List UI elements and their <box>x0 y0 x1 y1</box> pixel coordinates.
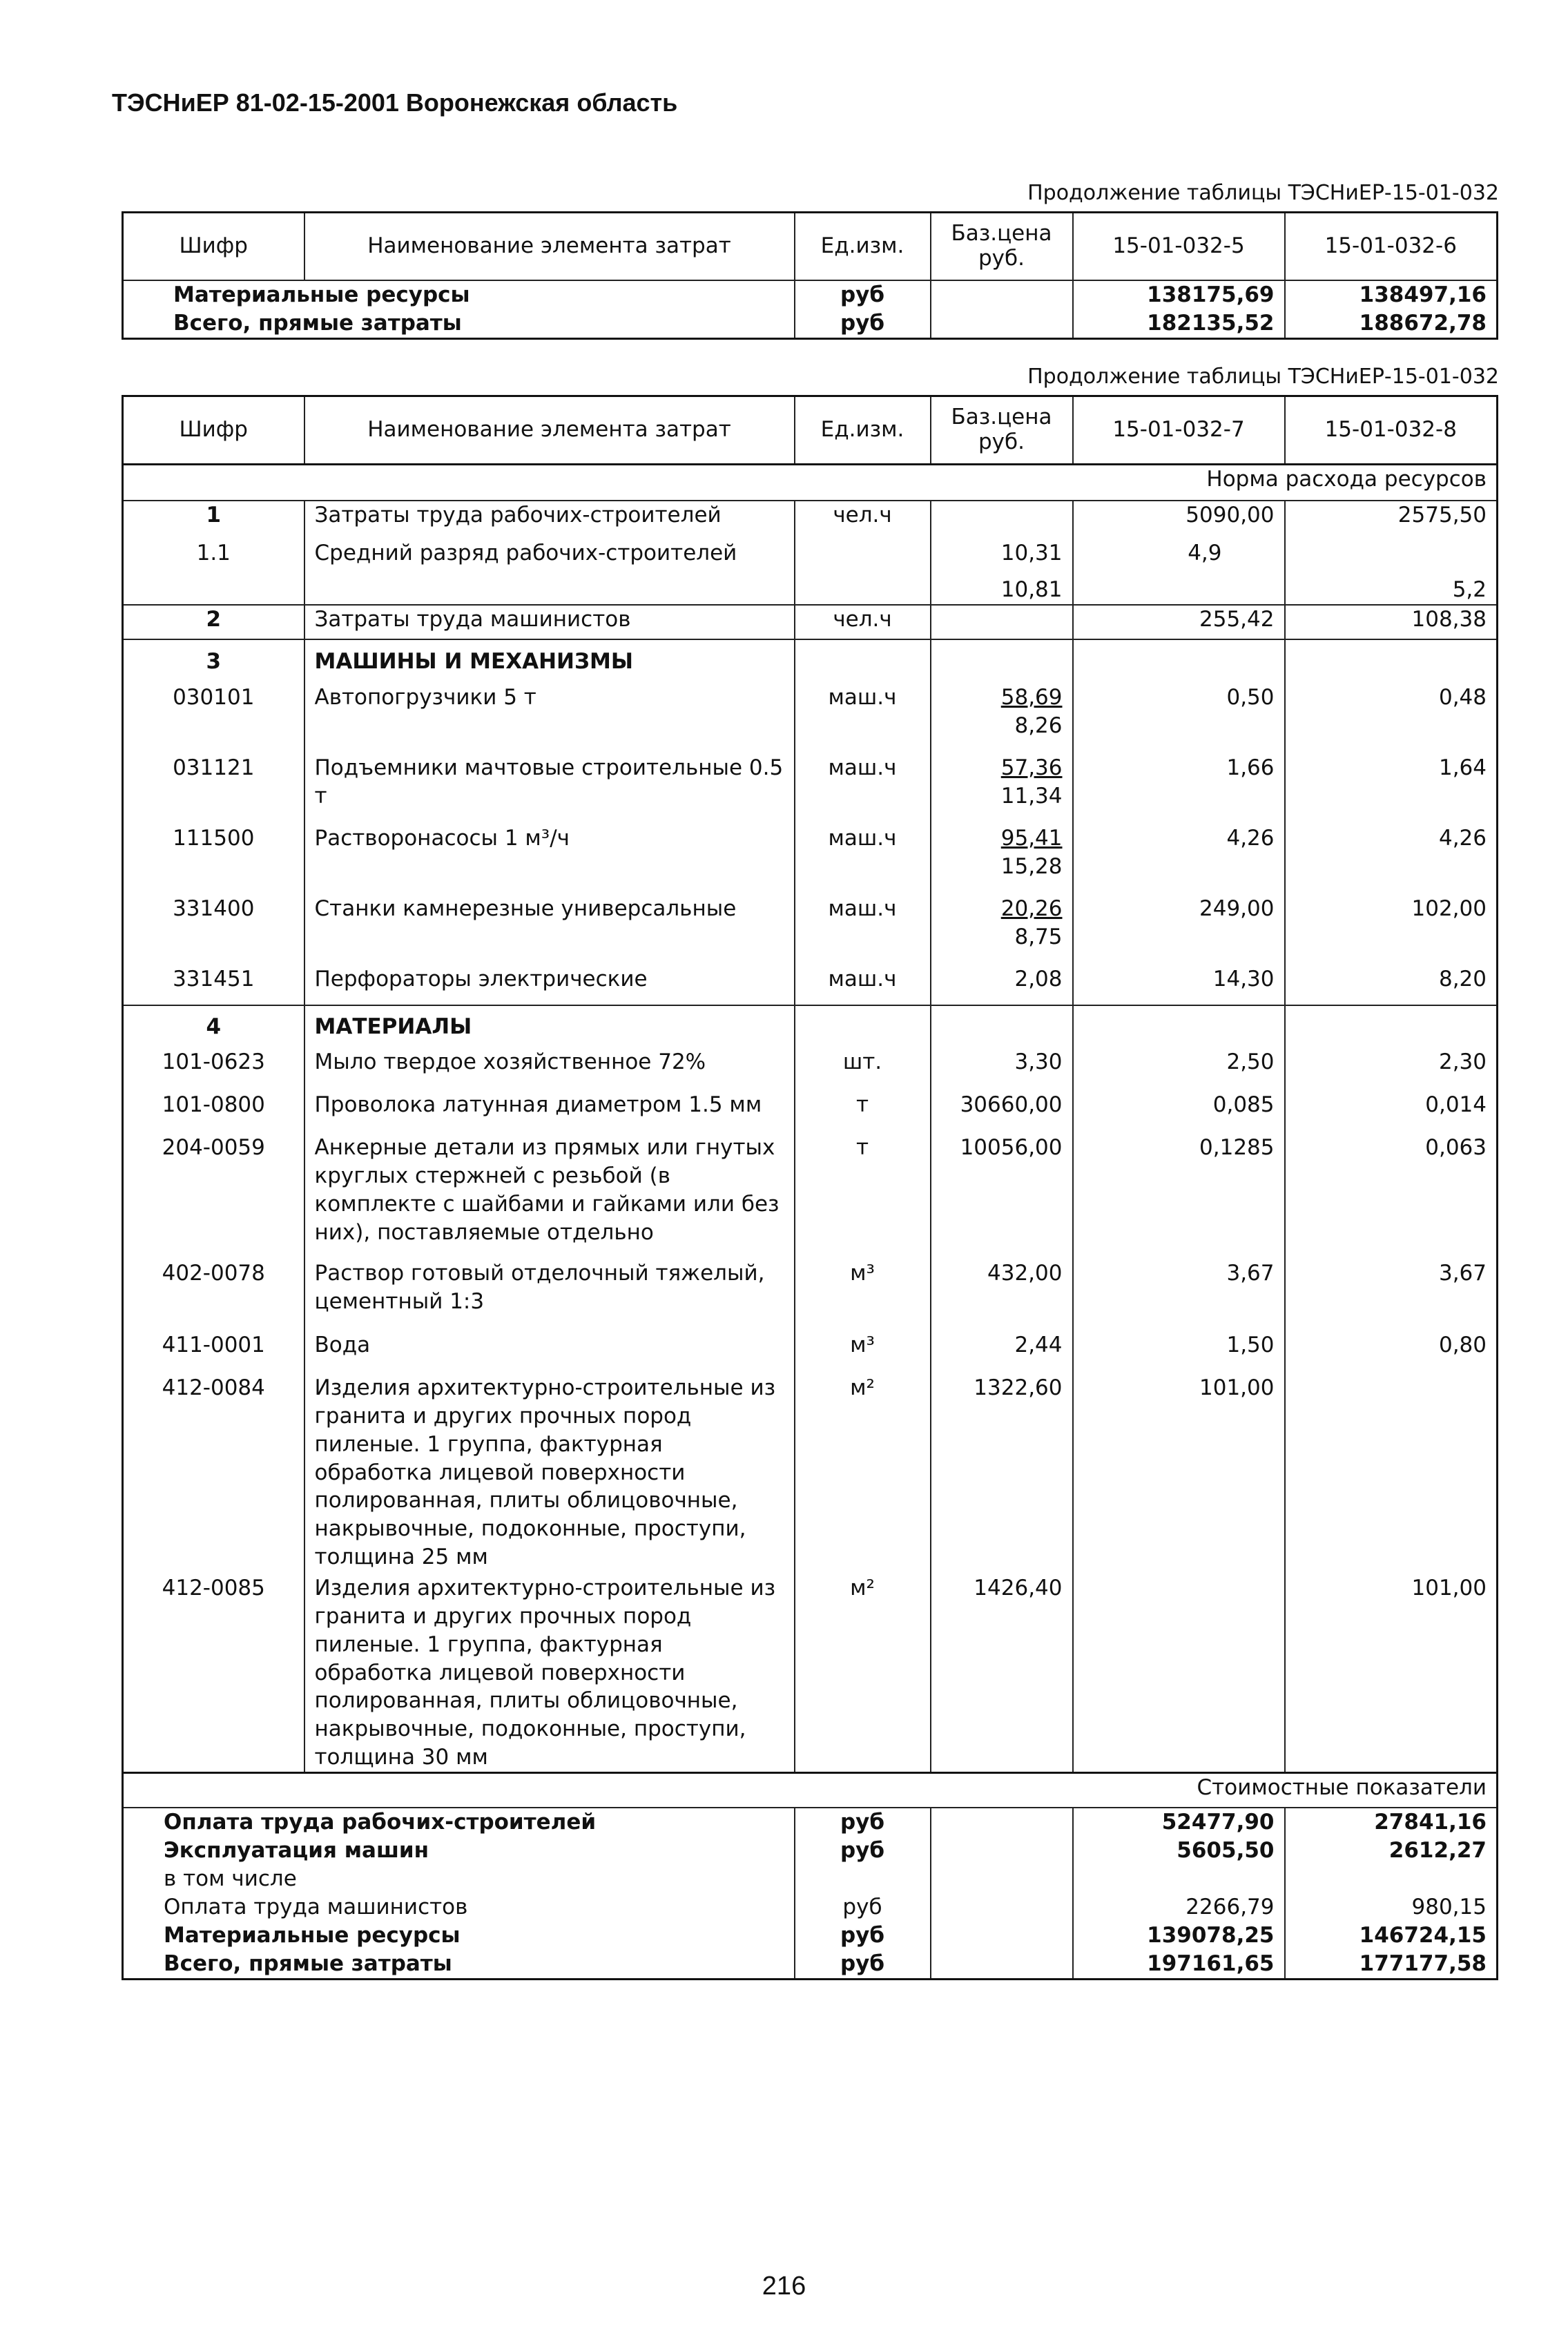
row-value-8 <box>1285 1374 1498 1574</box>
row-name: Анкерные детали из прямых или гнутых круглых стержней с резьбой (в комплекте с шайбами и гайками или без них), поставляемые отдельно <box>304 1134 795 1259</box>
section-title: МАТЕРИАЛЫ <box>304 1005 795 1048</box>
cost-value-7: 197161,65 <box>1073 1950 1285 1979</box>
price-line-2: 15,28 <box>1000 853 1063 879</box>
row-code: 1 <box>123 501 304 539</box>
col-6-header: 15-01-032-6 <box>1285 213 1498 281</box>
table-row <box>123 1091 1498 1134</box>
col-code-header: Шифр <box>123 396 304 465</box>
empty-cell <box>931 501 1073 539</box>
row-code: 101-0623 <box>123 1048 304 1091</box>
row-price: 3,30 <box>931 1048 1073 1091</box>
row-value-6: 188672,78 <box>1285 309 1498 338</box>
row-value-7: 3,67 <box>1073 1259 1285 1331</box>
row-name: Мыло твердое хозяйственное 72% <box>304 1048 795 1091</box>
table2 <box>122 395 1498 1980</box>
cost-value-8: 2612,27 <box>1285 1837 1498 1865</box>
row-name: Автопогрузчики 5 т <box>304 684 795 754</box>
row-unit: м² <box>795 1574 931 1773</box>
table-row <box>123 1331 1498 1374</box>
cost-row <box>123 1950 1498 1979</box>
empty-cell <box>931 1893 1073 1922</box>
table-row <box>123 605 1498 639</box>
row-unit: м³ <box>795 1259 931 1331</box>
row-code: 101-0800 <box>123 1091 304 1134</box>
page-number: 216 <box>762 2272 806 2301</box>
empty-cell <box>931 1922 1073 1950</box>
row-unit: маш.ч <box>795 684 931 754</box>
col-unit-header: Ед.изм. <box>795 396 931 465</box>
empty-cell <box>931 1950 1073 1979</box>
table-row <box>123 1574 1498 1773</box>
row-value-7: 1,66 <box>1073 754 1285 824</box>
table-row <box>123 824 1498 895</box>
row-code: 2 <box>123 605 304 639</box>
empty-cell <box>931 309 1073 338</box>
row-value-6: 138497,16 <box>1285 280 1498 309</box>
empty-cell <box>1073 639 1285 684</box>
empty-cell <box>1285 1005 1498 1048</box>
table1-caption: Продолжение таблицы ТЭСНиЕР-15-01-032 <box>1027 181 1499 205</box>
row-name: Вода <box>304 1331 795 1374</box>
row-price: 432,00 <box>931 1259 1073 1331</box>
row-price <box>931 754 1073 824</box>
row-name: Изделия архитектурно-строительные из гранита и других прочных пород пиленые. 1 группа, фактурная обработка лицевой поверхности полированная, плиты облицовочные, накрывочные, подоконные, проступи, толщина 30 мм <box>304 1574 795 1773</box>
cost-value-7: 139078,25 <box>1073 1922 1285 1950</box>
row-code: 412-0084 <box>123 1374 304 1574</box>
price-line-1: 20,26 <box>1000 896 1063 921</box>
table-row <box>123 280 1498 309</box>
empty-cell <box>795 639 931 684</box>
cost-value-7: 5605,50 <box>1073 1837 1285 1865</box>
cost-row <box>123 1808 1498 1837</box>
section-code: 4 <box>123 1005 304 1048</box>
row-name: Станки камнерезные универсальные <box>304 895 795 965</box>
row-unit: маш.ч <box>795 824 931 895</box>
row-code: 331451 <box>123 965 304 1005</box>
row-name: Затраты труда машинистов <box>304 605 795 639</box>
table-row <box>123 1048 1498 1091</box>
col-name-header: Наименование элемента затрат <box>304 213 795 281</box>
price-line-1: 57,36 <box>1000 755 1063 780</box>
empty-cell <box>1285 639 1498 684</box>
section-title: МАШИНЫ И МЕХАНИЗМЫ <box>304 639 795 684</box>
row-code: 030101 <box>123 684 304 754</box>
cost-value-7: 52477,90 <box>1073 1808 1285 1837</box>
row-label: Материальные ресурсы <box>123 280 795 309</box>
table-row <box>123 1134 1498 1259</box>
table-row <box>123 684 1498 754</box>
cost-value-8: 177177,58 <box>1285 1950 1498 1979</box>
row-code: 412-0085 <box>123 1574 304 1773</box>
row-unit: руб <box>795 280 931 309</box>
row-value-7: 1,50 <box>1073 1331 1285 1374</box>
row-value-5: 138175,69 <box>1073 280 1285 309</box>
cost-row <box>123 1893 1498 1922</box>
cost-unit: руб <box>795 1922 931 1950</box>
cost-row <box>123 1922 1498 1950</box>
table-row <box>123 309 1498 338</box>
cost-label: Всего, прямые затраты <box>123 1950 795 1979</box>
row-code: 402-0078 <box>123 1259 304 1331</box>
row-unit: маш.ч <box>795 754 931 824</box>
row-value-8: 0,80 <box>1285 1331 1498 1374</box>
row-price <box>931 895 1073 965</box>
table-row <box>123 501 1498 539</box>
row-unit: чел.ч <box>795 605 931 639</box>
row-value-7: 14,30 <box>1073 965 1285 1005</box>
table2-caption: Продолжение таблицы ТЭСНиЕР-15-01-032 <box>1027 365 1499 389</box>
row-value-7: 0,1285 <box>1073 1134 1285 1259</box>
table-row <box>123 539 1498 605</box>
price-line-2: 8,75 <box>1014 924 1063 949</box>
empty-cell <box>931 1808 1073 1837</box>
empty-cell <box>931 605 1073 639</box>
row-value-8: 8,20 <box>1285 965 1498 1005</box>
col-7-header: 15-01-032-7 <box>1073 396 1285 465</box>
cost-unit: руб <box>795 1837 931 1865</box>
row-price: 2,44 <box>931 1331 1073 1374</box>
row-value-8: 2575,50 <box>1285 501 1498 539</box>
table-row <box>123 965 1498 1005</box>
col-unit-header: Ед.изм. <box>795 213 931 281</box>
table1 <box>122 211 1498 340</box>
col-price-header: Баз.цена руб. <box>931 396 1073 465</box>
row-value-8: 0,063 <box>1285 1134 1498 1259</box>
price-line-2: 8,26 <box>1014 713 1063 738</box>
row-price <box>931 824 1073 895</box>
empty-cell <box>931 280 1073 309</box>
cost-row <box>123 1865 1498 1893</box>
row-value-7: 4,26 <box>1073 824 1285 895</box>
row-value-5: 182135,52 <box>1073 309 1285 338</box>
cost-value-8: 146724,15 <box>1285 1922 1498 1950</box>
empty-cell <box>795 1005 931 1048</box>
row-value-8: 0,48 <box>1285 684 1498 754</box>
cost-value-7 <box>1073 1865 1285 1893</box>
row-name: Проволока латунная диаметром 1.5 мм <box>304 1091 795 1134</box>
row-value-8: 0,014 <box>1285 1091 1498 1134</box>
price-line-1: 95,41 <box>1000 825 1063 851</box>
row-value-7: 4,9 <box>1073 539 1285 605</box>
row-name: Перфораторы электрические <box>304 965 795 1005</box>
row-unit: руб <box>795 309 931 338</box>
row-value-7: 5090,00 <box>1073 501 1285 539</box>
cost-label: Эксплуатация машин <box>123 1837 795 1865</box>
row-name: Подъемники мачтовые строительные 0.5 т <box>304 754 795 824</box>
col-name-header: Наименование элемента затрат <box>304 396 795 465</box>
row-name: Изделия архитектурно-строительные из гранита и других прочных пород пиленые. 1 группа, фактурная обработка лицевой поверхности полированная, плиты облицовочные, накрывочные, подоконные, проступи, толщина 25 мм <box>304 1374 795 1574</box>
row-name: Раствор готовый отделочный тяжелый, цементный 1:3 <box>304 1259 795 1331</box>
row-unit: маш.ч <box>795 895 931 965</box>
row-name: Затраты труда рабочих-строителей <box>304 501 795 539</box>
empty-cell <box>1073 1005 1285 1048</box>
row-label: Всего, прямые затраты <box>123 309 795 338</box>
cost-unit: руб <box>795 1950 931 1979</box>
row-value-7: 101,00 <box>1073 1374 1285 1574</box>
empty-cell <box>931 1865 1073 1893</box>
cost-section-label: Стоимостные показатели <box>123 1773 1498 1808</box>
row-price <box>931 684 1073 754</box>
table-row <box>123 895 1498 965</box>
row-value-7: 249,00 <box>1073 895 1285 965</box>
row-name: Средний разряд рабочих-строителей <box>304 539 795 605</box>
row-value-8: 1,64 <box>1285 754 1498 824</box>
cost-value-8 <box>1285 1865 1498 1893</box>
table-row <box>123 1259 1498 1331</box>
row-code: 031121 <box>123 754 304 824</box>
row-price: 30660,00 <box>931 1091 1073 1134</box>
row-unit: т <box>795 1091 931 1134</box>
cost-value-7: 2266,79 <box>1073 1893 1285 1922</box>
row-price: 1426,40 <box>931 1574 1073 1773</box>
row-price <box>931 539 1073 605</box>
row-unit: шт. <box>795 1048 931 1091</box>
row-code: 411-0001 <box>123 1331 304 1374</box>
row-unit: м³ <box>795 1331 931 1374</box>
cost-unit <box>795 1865 931 1893</box>
row-value-7: 2,50 <box>1073 1048 1285 1091</box>
empty-cell <box>931 1005 1073 1048</box>
row-unit: чел.ч <box>795 501 931 539</box>
price-line-2: 11,34 <box>1000 783 1063 809</box>
row-value-8: 102,00 <box>1285 895 1498 965</box>
row-price: 10056,00 <box>931 1134 1073 1259</box>
cost-unit: руб <box>795 1893 931 1922</box>
cost-label: Материальные ресурсы <box>123 1922 795 1950</box>
row-code: 1.1 <box>123 539 304 605</box>
row-value-8: 2,30 <box>1285 1048 1498 1091</box>
row-value-7: 0,085 <box>1073 1091 1285 1134</box>
row-unit: маш.ч <box>795 965 931 1005</box>
row-code: 331400 <box>123 895 304 965</box>
row-value-8: 5,2 <box>1285 539 1498 605</box>
cost-label: Оплата труда рабочих-строителей <box>123 1808 795 1837</box>
price-line-2: 10,81 <box>1000 577 1063 602</box>
table-row <box>123 754 1498 824</box>
cost-unit: руб <box>795 1808 931 1837</box>
section-code: 3 <box>123 639 304 684</box>
col-code-header: Шифр <box>123 213 304 281</box>
empty-cell <box>931 639 1073 684</box>
row-value-8: 108,38 <box>1285 605 1498 639</box>
row-name: Растворонасосы 1 м³/ч <box>304 824 795 895</box>
section-row <box>123 639 1498 684</box>
section-row <box>123 1005 1498 1048</box>
col-5-header: 15-01-032-5 <box>1073 213 1285 281</box>
row-unit: м² <box>795 1374 931 1574</box>
row-value-8: 101,00 <box>1285 1574 1498 1773</box>
row-unit: т <box>795 1134 931 1259</box>
table-row <box>123 1374 1498 1574</box>
row-code: 204-0059 <box>123 1134 304 1259</box>
row-value-8: 4,26 <box>1285 824 1498 895</box>
price-line-1: 10,31 <box>1000 541 1063 565</box>
row-price: 2,08 <box>931 965 1073 1005</box>
row-value-7: 0,50 <box>1073 684 1285 754</box>
cost-value-8: 980,15 <box>1285 1893 1498 1922</box>
col-8-header: 15-01-032-8 <box>1285 396 1498 465</box>
row-value-8: 3,67 <box>1285 1259 1498 1331</box>
cost-label: Оплата труда машинистов <box>123 1893 795 1922</box>
price-line-1: 58,69 <box>1000 684 1063 710</box>
page-title: ТЭСНиЕР 81-02-15-2001 Воронежская область <box>112 88 678 117</box>
norm-section-label: Норма расхода ресурсов <box>123 465 1498 501</box>
cost-row <box>123 1837 1498 1865</box>
row-value-7 <box>1073 1574 1285 1773</box>
row-value-7: 255,42 <box>1073 605 1285 639</box>
row-code: 111500 <box>123 824 304 895</box>
col-price-header: Баз.цена руб. <box>931 213 1073 281</box>
empty-cell <box>931 1837 1073 1865</box>
cost-value-8: 27841,16 <box>1285 1808 1498 1837</box>
row-price: 1322,60 <box>931 1374 1073 1574</box>
empty-cell <box>795 539 931 605</box>
cost-label: в том числе <box>123 1865 795 1893</box>
